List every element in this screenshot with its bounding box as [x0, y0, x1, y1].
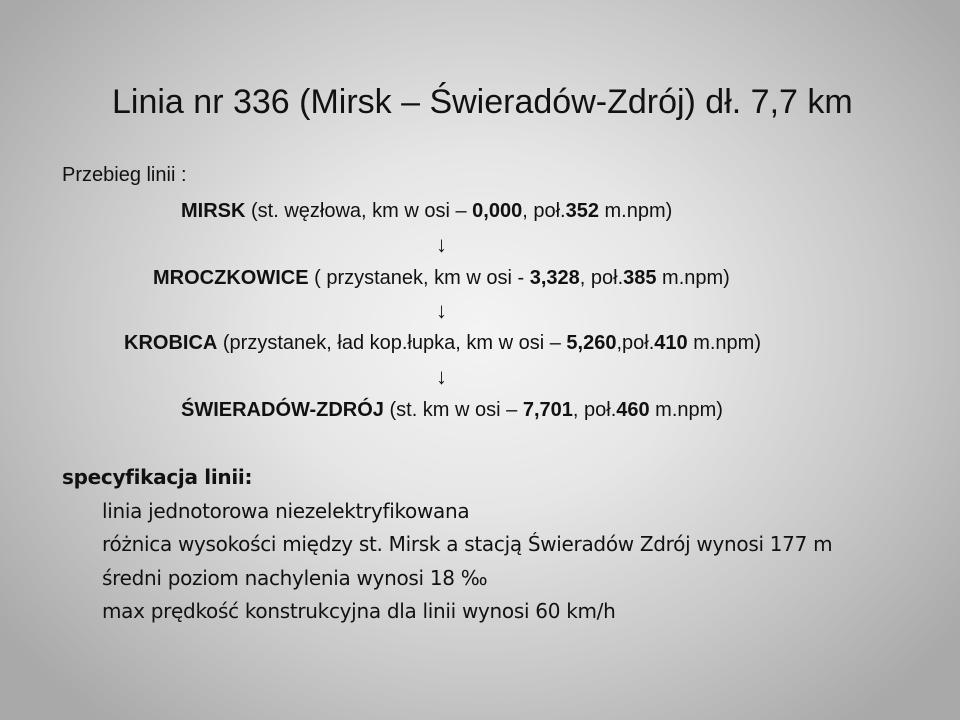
stop-km: 0,000 [472, 200, 523, 222]
arrow-down-icon: ↓ [436, 298, 447, 323]
stop-alt: 352 [565, 200, 599, 222]
stop-desc: ,poł. [616, 332, 655, 354]
stop-desc: , poł. [522, 200, 566, 222]
stop-desc: , poł. [572, 399, 617, 421]
spec-line: różnica wysokości między st. Mirsk a stacją Świeradów Zdrój wynosi 177 m [102, 532, 833, 556]
stop-desc: m.npm) [687, 332, 761, 354]
stop-alt: 385 [623, 267, 657, 289]
route-stop-mroczkowice [153, 265, 730, 291]
stop-name: KROBICA [124, 332, 218, 354]
stop-desc: , poł. [579, 267, 624, 289]
stop-desc: m.npm) [649, 399, 723, 421]
arrow-down-icon: ↓ [436, 364, 447, 389]
stop-desc: (st. km w osi – [383, 399, 523, 421]
stop-name: MIRSK [181, 200, 246, 222]
stop-desc: (przystanek, ład kop.łupka, km w osi – [217, 332, 567, 354]
page-title: Linia nr 336 (Mirsk – Świeradów-Zdrój) dł. 7,7 km [112, 83, 853, 121]
route-heading: Przebieg linii : [62, 164, 187, 186]
stop-desc: m.npm) [598, 200, 673, 222]
stop-alt: 460 [616, 399, 650, 421]
stop-desc: ( przystanek, km w osi - [308, 267, 530, 289]
stop-desc: (st. węzłowa, km w osi – [245, 200, 473, 222]
route-stop-krobica [124, 330, 761, 356]
stop-km: 5,260 [566, 332, 617, 354]
stop-alt: 410 [654, 332, 688, 354]
stop-km: 3,328 [529, 267, 580, 289]
stop-km: 7,701 [522, 399, 573, 421]
route-stop-mirsk [181, 198, 672, 224]
spec-heading: specyfikacja linii: [62, 465, 253, 489]
stop-name: ŚWIERADÓW-ZDRÓJ [181, 399, 384, 421]
spec-line: średni poziom nachylenia wynosi 18 ‰ [102, 566, 488, 590]
spec-line: linia jednotorowa niezelektryfikowana [102, 499, 470, 523]
spec-line: max prędkość konstrukcyjna dla linii wynosi 60 km/h [102, 599, 616, 623]
arrow-down-icon: ↓ [436, 232, 447, 257]
stop-name: MROCZKOWICE [153, 267, 309, 289]
route-stop-swieradow-zdroj [181, 397, 723, 423]
stop-desc: m.npm) [656, 267, 730, 289]
